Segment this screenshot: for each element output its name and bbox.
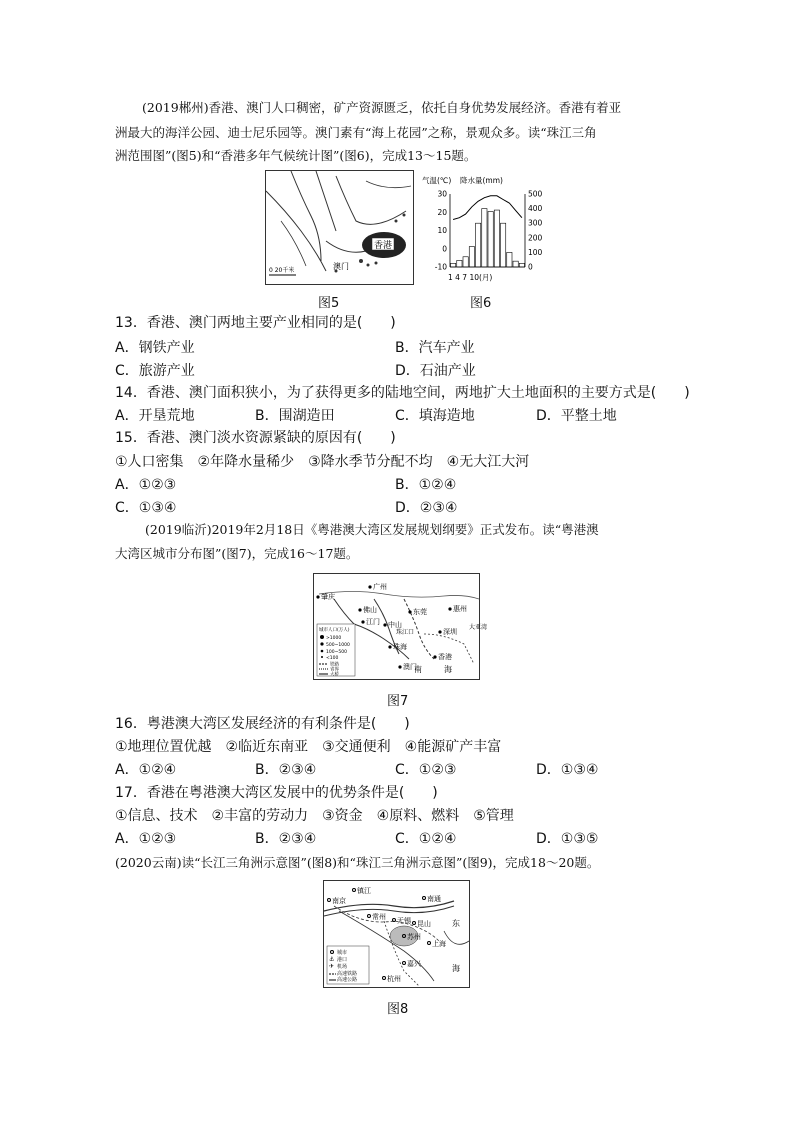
q13-option-b[interactable]: B．汽车产业 [395,340,475,356]
legend-item: 城市 [337,950,348,956]
city-label: 珠海 [393,643,407,651]
legend-item: <100 [326,656,339,661]
plane-icon: ✈ [329,963,335,970]
q13-option-c[interactable]: C．旅游产业 [115,363,195,379]
city-marker [423,897,426,900]
precip-tick-label: 300 [528,218,543,228]
precip-bar [488,212,493,267]
precip-bar [457,260,462,267]
precip-bar [507,252,512,267]
city-label: 香港 [438,653,452,661]
figure6-caption: 图6 [470,296,492,311]
city-marker [388,645,391,648]
city-marker [361,620,364,623]
q16-stem: 16．粤港澳大湾区发展经济的有利条件是( ) [115,716,410,732]
river-label: 珠江口 [396,629,415,636]
legend-item: 铁路 [330,662,339,668]
q15-option-a[interactable]: A．①②③ [115,477,177,493]
q15-stem: 15．香港、澳门淡水资源紧缺的原因有( ) [115,430,396,446]
q17-option-a[interactable]: A．①②③ [115,831,177,847]
legend-item: 机场 [337,964,348,970]
q16-option-b[interactable]: B．②③④ [255,762,317,778]
q15-option-d[interactable]: D．②③④ [395,500,458,516]
precip-bar [519,263,524,267]
precip-bar [513,261,518,267]
q15-option-b[interactable]: B．①②④ [395,477,457,493]
city-label: 无锡 [397,917,411,925]
intro3-line1: (2020云南)读“长江三角洲示意图”(图8)和“珠江三角洲示意图”(图9)，完成18～20题。 [115,855,600,870]
q17-stem: 17．香港在粤港澳大湾区发展中的优势条件是( ) [115,785,438,801]
q17-option-b[interactable]: B．②③④ [255,831,317,847]
macau-label: 澳门 [333,262,349,271]
city-label: 昆山 [417,920,431,928]
scale-bar: 0 20千米 [269,267,295,274]
figure8-caption: 图8 [387,1002,409,1017]
city-label: 佛山 [363,606,377,614]
intro1-line1: (2019郴州)香港、澳门人口稠密，矿产资源匮乏，依托自身优势发展经济。香港有着亚 [142,100,622,115]
q14-option-b[interactable]: B．围湖造田 [255,408,335,424]
temperature-line [453,196,522,220]
temp-tick-label: 0 [442,244,447,254]
precip-tick-label: 400 [528,204,543,214]
city-marker [358,608,361,611]
anchor-icon: ⚓ [329,956,335,963]
city-marker [448,607,451,610]
city-marker [438,630,441,633]
city-label: 广州 [373,583,387,591]
q14-option-a[interactable]: A．开垦荒地 [115,408,195,424]
figure8-map [323,880,470,988]
figure7-caption: 图7 [387,694,409,709]
q16-option-d[interactable]: D．①③④ [536,762,599,778]
precip-bar [494,210,499,267]
legend-item: 大桥 [330,672,339,678]
city-label: 东莞 [413,608,427,616]
city-label: 澳门 [403,663,417,671]
legend-item: >1000 [326,636,342,641]
intro1-line3: 洲范围图”(图5)和“香港多年气候统计图”(图6)，完成13～15题。 [115,148,477,163]
q13-stem: 13．香港、澳门两地主要产业相同的是( ) [115,315,396,331]
city-marker [368,915,371,918]
precip-bar [476,223,481,267]
q13-option-a[interactable]: A．钢铁产业 [115,340,195,356]
q15-items: ①人口密集 ②年降水量稀少 ③降水季节分配不均 ④无大江大河 [115,454,530,470]
city-marker [398,665,401,668]
q17-option-c[interactable]: C．①②④ [395,831,457,847]
precip-axis-label: 降水量(mm) [460,176,503,185]
legend-item: 100~500 [326,650,347,655]
q14-option-c[interactable]: C．填海造地 [395,408,475,424]
sea-label-2: 海 [452,964,460,973]
temp-axis-label: 气温(℃) [422,176,452,185]
city-label: 杭州 [387,975,401,983]
temp-tick-label: 10 [437,226,447,235]
city-marker [383,623,386,626]
intro1-line2: 洲最大的海洋公园、迪士尼乐园等。澳门素有“海上花园”之称，景观众多。读“珠江三角 [115,125,597,140]
city-marker [353,889,356,892]
temp-tick-label: 20 [437,207,447,217]
q13-option-d[interactable]: D．石油产业 [395,363,476,379]
legend-item: 500~1000 [326,643,350,648]
city-label: 江门 [366,618,380,626]
city-label: 中山 [388,621,402,629]
temp-tick-label: -10 [434,262,447,272]
city-marker [316,595,319,598]
q16-option-c[interactable]: C．①②③ [395,762,457,778]
legend-item: 港口 [337,957,348,963]
city-label: 上海 [432,940,446,948]
city-label: 嘉兴 [407,960,421,968]
legend-item: 高速公路 [337,977,358,983]
q14-option-d[interactable]: D．平整土地 [536,408,617,424]
figure7-map [313,573,488,680]
city-label: 肇庆 [321,593,335,601]
city-label: 常州 [372,913,386,921]
figure5-caption: 图5 [318,296,340,311]
precip-tick-label: 100 [528,247,543,257]
intro2-line2: 大湾区城市分布图”(图7)，完成16～17题。 [115,546,359,561]
legend-item: 省界 [330,667,339,673]
city-label: 惠州 [453,605,467,613]
precip-bar [469,247,474,267]
intro2-line1: (2019临沂)2019年2月18日《粤港澳大湾区发展规划纲要》正式发布。读“粤港澳 [145,522,599,537]
hongkong-label: 香港 [374,241,393,251]
q16-items: ①地理位置优越 ②临近东南亚 ③交通便利 ④能源矿产丰富 [115,739,502,755]
sea-label-1: 南 [414,665,422,674]
q17-items: ①信息、技术 ②丰富的劳动力 ③资金 ④原料、燃料 ⑤管理 [115,808,514,824]
city-label: 深圳 [443,628,457,636]
city-label: 南通 [427,895,441,903]
city-label: 苏州 [407,933,421,941]
q16-option-a[interactable]: A．①②④ [115,762,177,778]
q15-option-c[interactable]: C．①③④ [115,500,177,516]
city-label: 镇江 [357,887,371,895]
city-marker [403,962,406,965]
sea-label-2: 海 [444,665,452,674]
city-marker [408,610,411,613]
precip-tick-label: 500 [528,189,543,199]
precip-bar [501,223,506,267]
bay-label: 大亚湾 [469,624,488,631]
city-label: 南京 [332,897,346,905]
precip-bar [463,257,468,267]
sea-label-1: 东 [452,919,460,928]
city-marker [433,655,436,658]
figure5-map [265,170,414,285]
temp-tick-label: 30 [437,189,447,199]
month-axis-label: 1 4 7 10(月) [448,273,493,282]
city-marker [413,922,416,925]
city-marker [428,942,431,945]
precip-tick-label: 200 [528,233,543,243]
city-marker [393,919,396,922]
city-marker [383,977,386,980]
precip-bar [482,209,487,267]
city-marker [368,585,371,588]
precip-tick-label: 0 [528,262,533,272]
q14-stem: 14．香港、澳门面积狭小，为了获得更多的陆地空间，两地扩大土地面积的主要方式是( ) [115,385,690,401]
figure6-chart [420,172,555,287]
precip-bar [451,263,456,267]
legend-title: 城市人口(万人) [319,628,350,633]
q17-option-d[interactable]: D．①③⑤ [536,831,599,847]
city-marker [328,899,331,902]
legend-item: 高速铁路 [337,971,358,977]
